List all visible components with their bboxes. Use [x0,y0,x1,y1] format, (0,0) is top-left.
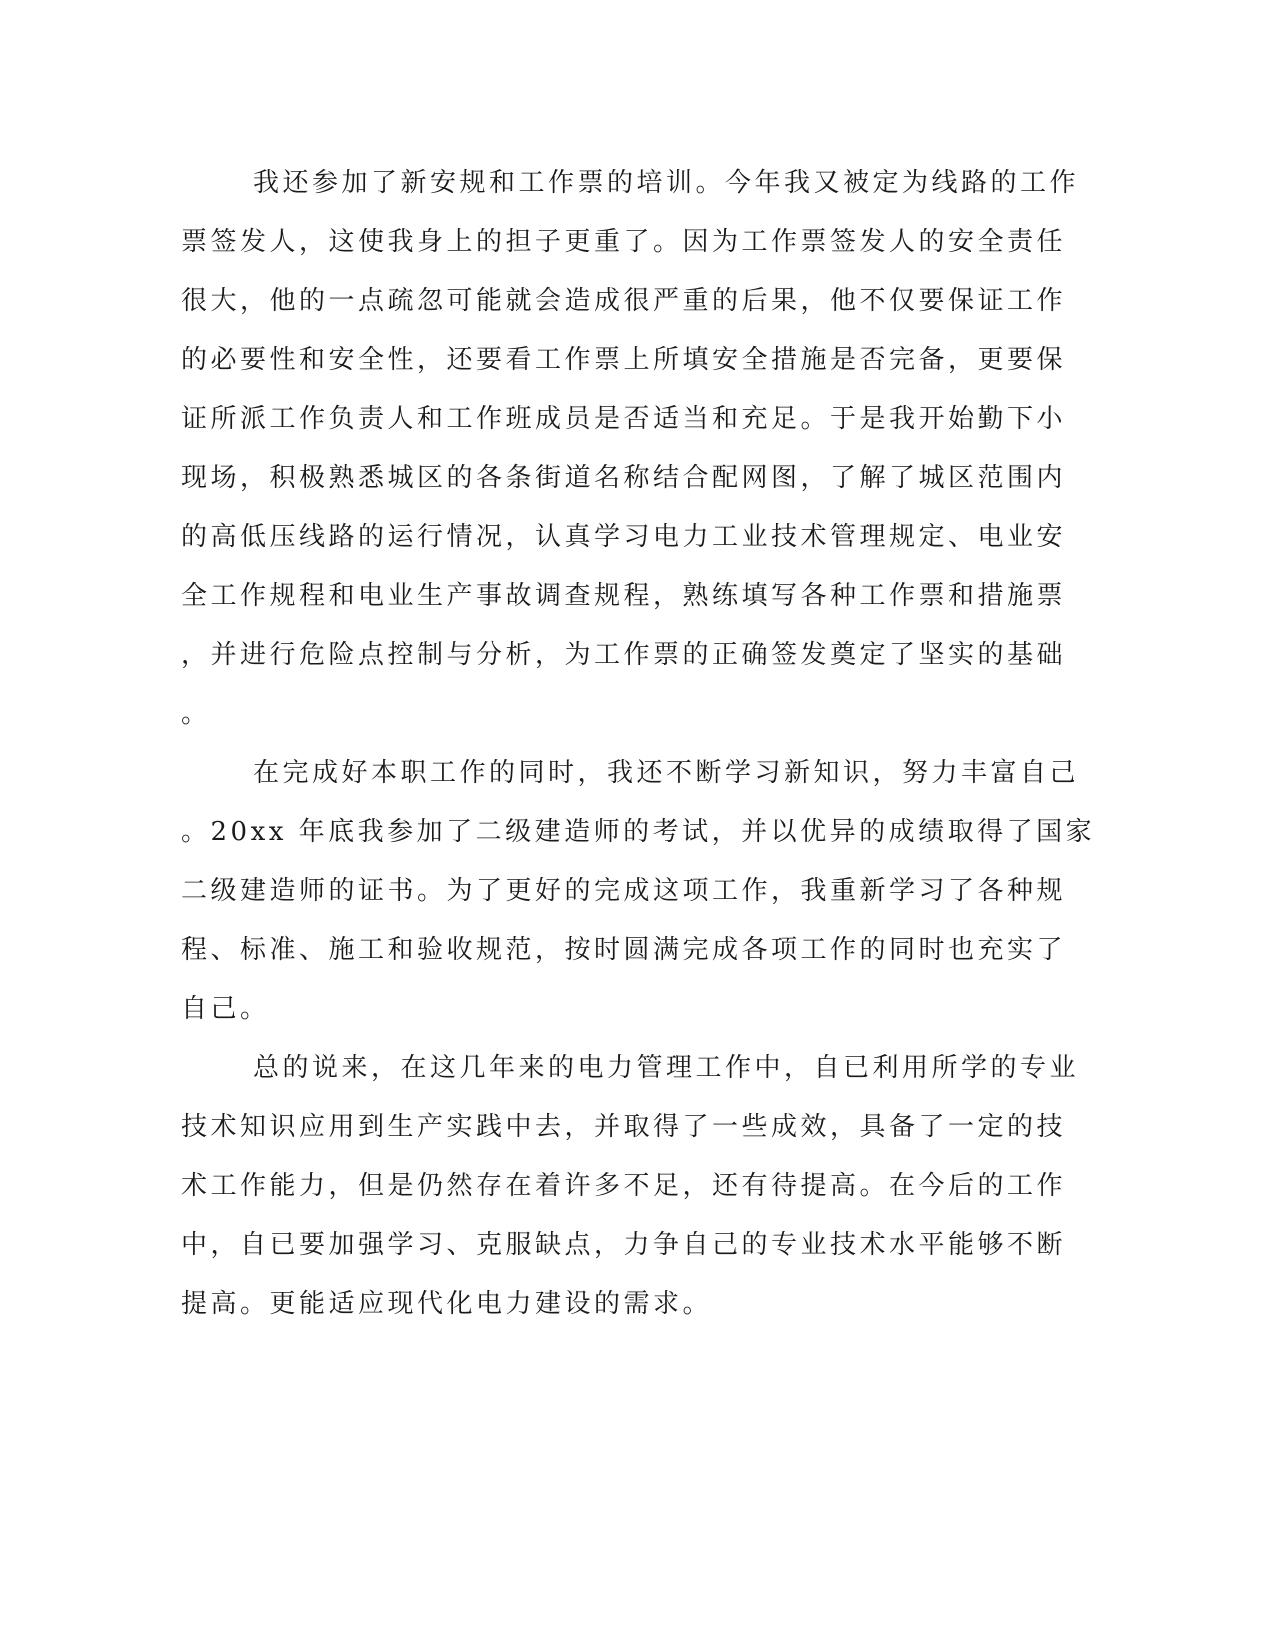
text-line: 票签发人，这使我身上的担子更重了。因为工作票签发人的安全责任 [181,227,1067,257]
text-line: 二级建造师的证书。为了更好的完成这项工作，我重新学习了各种规 [181,876,1067,906]
text-line: 中，自已要加强学习、克服缺点，力争自己的专业技术水平能够不断 [181,1230,1067,1260]
text-line: 很大，他的一点疏忽可能就会造成很严重的后果，他不仅要保证工作 [181,286,1067,316]
text-line: 全工作规程和电业生产事故调查规程，熟练填写各种工作票和措施票 [181,581,1067,611]
text-line: 我还参加了新安规和工作票的培训。今年我又被定为线路的工作 [253,168,1080,198]
text-line: ，并进行危险点控制与分析，为工作票的正确签发奠定了坚实的基础 [181,640,1067,670]
paragraph-continuing-study [181,748,1096,1043]
paragraph-summary [181,1043,1080,1338]
text-line: 的必要性和安全性，还要看工作票上所填安全措施是否完备，更要保 [181,345,1067,375]
text-line: 的高低压线路的运行情况，认真学习电力工业技术管理规定、电业安 [181,522,1067,552]
text-line: 术工作能力，但是仍然存在着许多不足，还有待提高。在今后的工作 [181,1171,1067,1201]
text-line: 提高。更能适应现代化电力建设的需求。 [181,1289,713,1319]
text-line: 自己。 [181,994,270,1024]
text-line: 证所派工作负责人和工作班成员是否适当和充足。于是我开始勤下小 [181,404,1067,434]
text-line: 现场，积极熟悉城区的各条街道名称结合配网图，了解了城区范围内 [181,463,1067,493]
text-line: 。 [181,699,211,729]
text-line: 。20xx 年底我参加了二级建造师的考试，并以优异的成绩取得了国家 [181,817,1096,847]
text-line: 在完成好本职工作的同时，我还不断学习新知识，努力丰富自己 [253,758,1080,788]
text-line: 程、标准、施工和验收规范，按时圆满完成各项工作的同时也充实了 [181,935,1067,965]
paragraph-safety-training [181,158,1080,748]
document-body [181,158,1096,1338]
text-line: 总的说来，在这几年来的电力管理工作中，自已利用所学的专业 [253,1053,1080,1083]
text-line: 技术知识应用到生产实践中去，并取得了一些成效，具备了一定的技 [181,1112,1067,1142]
